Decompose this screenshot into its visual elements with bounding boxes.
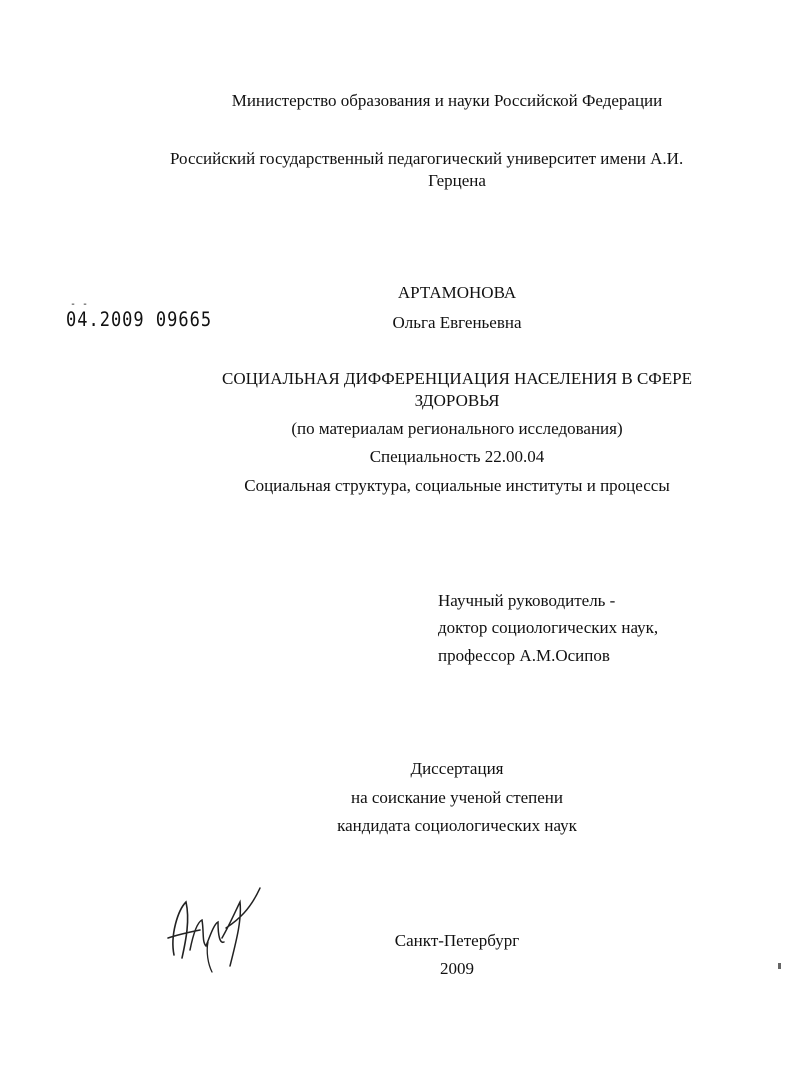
specialty-code: Специальность 22.00.04 (369, 447, 545, 466)
degree-name: кандидата социологических наук (337, 816, 577, 835)
university-name-line2: Герцена (428, 171, 486, 190)
city: Санкт-Петербург (394, 931, 520, 950)
scan-speck (778, 963, 781, 969)
specialty-name: Социальная структура, социальные институты и процессы (244, 476, 670, 495)
year: 2009 (440, 959, 474, 978)
stamp-mark: - - (70, 299, 89, 310)
degree-purpose: на соискание ученой степени (350, 788, 564, 807)
ministry-heading: Министерство образования и науки Российской Федерации (231, 91, 663, 110)
author-surname: АРТАМОНОВА (397, 283, 517, 302)
thesis-title-line1: СОЦИАЛЬНАЯ ДИФФЕРЕНЦИАЦИЯ НАСЕЛЕНИЯ В СФЕРЕ (222, 369, 692, 388)
thesis-subtitle: (по материалам регионального исследования) (291, 419, 623, 438)
supervisor-degree: доктор социологических наук, (438, 618, 659, 637)
thesis-title-line2: ЗДОРОВЬЯ (414, 391, 500, 410)
supervisor-label: Научный руководитель - (438, 591, 616, 610)
dissertation-label: Диссертация (410, 759, 504, 778)
archive-stamp: 04.2009 09665 (66, 308, 213, 332)
university-name-line1: Российский государственный педагогический университет имени А.И. (170, 149, 684, 168)
supervisor-name: профессор А.М.Осипов (438, 646, 610, 665)
author-name: Ольга Евгеньевна (392, 313, 522, 332)
